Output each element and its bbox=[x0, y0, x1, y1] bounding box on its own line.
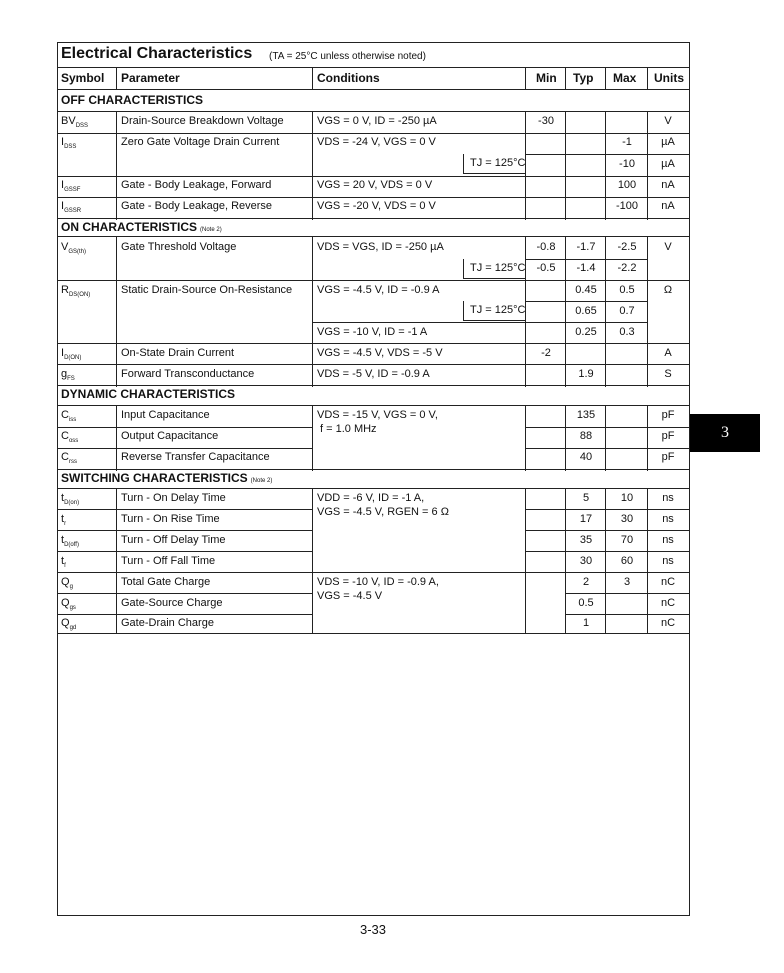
section-tab: 3 bbox=[690, 414, 760, 452]
parameter: Gate Threshold Voltage bbox=[121, 241, 237, 253]
row-divider bbox=[58, 593, 312, 594]
section-switching: SWITCHING CHARACTERISTICS (Note 2) bbox=[61, 471, 273, 485]
max-value: 0.7 bbox=[619, 305, 635, 317]
conditions: VDD = -6 V, ID = -1 A, bbox=[317, 492, 425, 504]
conditions: TJ = 125°C bbox=[463, 259, 526, 279]
symbol: $Q_{gd}$ bbox=[61, 617, 77, 632]
typ-value: -1.7 bbox=[576, 241, 596, 253]
unit: ns bbox=[662, 534, 674, 546]
row-divider bbox=[525, 530, 689, 531]
unit: S bbox=[664, 368, 672, 380]
header-min: Min bbox=[536, 71, 557, 85]
max-value: 0.5 bbox=[619, 284, 635, 296]
typ-value: 0.45 bbox=[575, 284, 597, 296]
parameter: Zero Gate Voltage Drain Current bbox=[121, 136, 280, 148]
max-value: -2.2 bbox=[617, 262, 637, 274]
symbol: $t_{D(on)}$ bbox=[61, 492, 80, 507]
row-divider bbox=[58, 133, 689, 134]
unit: ns bbox=[662, 513, 674, 525]
min-value: -0.8 bbox=[536, 241, 556, 253]
max-value: -100 bbox=[615, 200, 639, 212]
conditions: VGS = -20 V, VDS = 0 V bbox=[317, 200, 436, 212]
min-value: -2 bbox=[541, 347, 551, 359]
parameter: Total Gate Charge bbox=[121, 576, 211, 588]
section-on: ON CHARACTERISTICS (Note 2) bbox=[61, 220, 222, 234]
row-divider bbox=[58, 469, 689, 470]
parameter: On-State Drain Current bbox=[121, 347, 235, 359]
header-typ: Typ bbox=[573, 71, 594, 85]
symbol: $t_f$ bbox=[61, 555, 66, 570]
max-value: -1 bbox=[622, 136, 632, 148]
parameter: Gate-Drain Charge bbox=[121, 617, 214, 629]
col-line bbox=[605, 111, 606, 220]
row-divider bbox=[565, 614, 689, 615]
unit: µA bbox=[661, 158, 675, 170]
symbol: $I_{GSSR}$ bbox=[61, 200, 82, 215]
symbol: $C_{rss}$ bbox=[61, 451, 77, 466]
max-value: -2.5 bbox=[617, 241, 637, 253]
symbol: $g_{FS}$ bbox=[61, 368, 75, 383]
typ-value: 2 bbox=[582, 576, 590, 588]
col-line bbox=[647, 67, 648, 89]
conditions: VGS = 20 V, VDS = 0 V bbox=[317, 179, 433, 191]
unit: nA bbox=[661, 200, 675, 212]
unit: pF bbox=[661, 409, 675, 421]
unit: ns bbox=[662, 555, 674, 567]
max-value: 0.3 bbox=[619, 326, 635, 338]
col-line bbox=[312, 111, 313, 220]
typ-value: 5 bbox=[582, 492, 590, 504]
parameter: Static Drain-Source On-Resistance bbox=[121, 284, 293, 296]
conditions: VGS = -4.5 V, VDS = -5 V bbox=[317, 347, 443, 359]
header-parameter: Parameter bbox=[121, 71, 180, 85]
row-divider bbox=[312, 322, 647, 323]
conditions: VDS = -15 V, VGS = 0 V, bbox=[317, 409, 438, 421]
parameter: Reverse Transfer Capacitance bbox=[121, 451, 270, 463]
unit: µA bbox=[661, 136, 675, 148]
symbol: $R_{DS(ON)}$ bbox=[61, 284, 91, 299]
parameter: Turn - On Rise Time bbox=[121, 513, 220, 525]
row-divider bbox=[58, 385, 689, 386]
conditions: VGS = -4.5 V, ID = -0.9 A bbox=[317, 284, 440, 296]
page-number: 3-33 bbox=[360, 922, 387, 937]
col-line bbox=[525, 405, 526, 471]
unit: V bbox=[664, 115, 672, 127]
max-value: 70 bbox=[620, 534, 634, 546]
row-divider bbox=[58, 218, 689, 219]
col-line bbox=[116, 67, 117, 89]
row-divider bbox=[525, 301, 647, 302]
unit: nC bbox=[660, 576, 676, 588]
row-divider bbox=[525, 259, 647, 260]
section-divider bbox=[58, 236, 689, 237]
symbol: $t_{D(off)}$ bbox=[61, 534, 79, 549]
unit: A bbox=[664, 347, 672, 359]
title-row bbox=[58, 43, 689, 68]
unit: V bbox=[664, 241, 672, 253]
section-dynamic: DYNAMIC CHARACTERISTICS bbox=[61, 387, 235, 401]
table-title: Electrical Characteristics bbox=[61, 45, 253, 62]
typ-value: 1 bbox=[582, 617, 590, 629]
conditions: VGS = -4.5 V, RGEN = 6 Ω bbox=[317, 506, 449, 518]
typ-value: 30 bbox=[579, 555, 593, 567]
symbol: $C_{iss}$ bbox=[61, 409, 77, 424]
unit: pF bbox=[661, 430, 675, 442]
header-units: Units bbox=[654, 71, 684, 85]
typ-value: 135 bbox=[576, 409, 596, 421]
conditions: VDS = -24 V, VGS = 0 V bbox=[317, 136, 436, 148]
conditions: VDS = -10 V, ID = -0.9 A, bbox=[317, 576, 439, 588]
conditions: TJ = 125°C bbox=[463, 154, 526, 174]
header-symbol: Symbol bbox=[61, 71, 105, 85]
symbol: $BV_{DSS}$ bbox=[61, 115, 89, 130]
parameter: Gate - Body Leakage, Forward bbox=[121, 179, 272, 191]
row-divider bbox=[58, 530, 312, 531]
parameter: Input Capacitance bbox=[121, 409, 210, 421]
row-divider bbox=[58, 197, 689, 198]
max-value: 30 bbox=[620, 513, 634, 525]
row-divider bbox=[58, 427, 312, 428]
conditions: f = 1.0 MHz bbox=[320, 423, 377, 435]
row-divider bbox=[58, 572, 689, 573]
symbol: $Q_g$ bbox=[61, 576, 73, 591]
symbol: $Q_{gs}$ bbox=[61, 597, 76, 612]
row-divider bbox=[525, 509, 689, 510]
typ-value: 35 bbox=[579, 534, 593, 546]
typ-value: 0.65 bbox=[575, 305, 597, 317]
typ-value: 0.5 bbox=[578, 597, 594, 609]
header-conditions: Conditions bbox=[317, 71, 380, 85]
col-line bbox=[116, 111, 117, 220]
table-bottom-divider bbox=[58, 633, 689, 634]
table-title-note: (TA = 25°C unless otherwise noted) bbox=[269, 51, 426, 62]
parameter: Gate - Body Leakage, Reverse bbox=[121, 200, 273, 212]
row-divider bbox=[58, 551, 312, 552]
unit: pF bbox=[661, 451, 675, 463]
col-line bbox=[312, 405, 313, 471]
row-divider bbox=[58, 614, 312, 615]
parameter: Turn - On Delay Time bbox=[121, 492, 226, 504]
row-divider bbox=[58, 364, 689, 365]
conditions: VGS = 0 V, ID = -250 µA bbox=[317, 115, 437, 127]
conditions: TJ = 125°C bbox=[463, 301, 526, 321]
typ-value: 88 bbox=[579, 430, 593, 442]
max-value: -10 bbox=[619, 158, 635, 170]
max-value: 100 bbox=[617, 179, 637, 191]
symbol: $V_{GS(th)}$ bbox=[61, 241, 87, 256]
conditions: VDS = VGS, ID = -250 µA bbox=[317, 241, 444, 253]
row-divider bbox=[58, 448, 312, 449]
symbol: $I_{DSS}$ bbox=[61, 136, 77, 151]
min-value: -30 bbox=[538, 115, 554, 127]
row-divider bbox=[525, 427, 689, 428]
typ-value: 1.9 bbox=[578, 368, 594, 380]
col-line bbox=[565, 67, 566, 89]
col-line bbox=[565, 111, 566, 220]
conditions: VGS = -4.5 V bbox=[317, 590, 383, 602]
typ-value: -1.4 bbox=[576, 262, 596, 274]
parameter: Turn - Off Fall Time bbox=[121, 555, 216, 567]
characteristics-table bbox=[57, 42, 690, 916]
row-divider bbox=[58, 343, 689, 344]
symbol: $I_{GSSF}$ bbox=[61, 179, 81, 194]
col-line bbox=[605, 67, 606, 89]
parameter: Forward Transconductance bbox=[121, 368, 255, 380]
row-divider bbox=[58, 176, 689, 177]
unit: nC bbox=[660, 617, 676, 629]
parameter: Turn - Off Delay Time bbox=[121, 534, 226, 546]
section-off: OFF CHARACTERISTICS bbox=[61, 93, 203, 107]
col-line bbox=[525, 67, 526, 89]
row-divider bbox=[525, 154, 689, 155]
col-line bbox=[116, 405, 117, 471]
symbol: $C_{oss}$ bbox=[61, 430, 79, 445]
row-divider bbox=[58, 280, 689, 281]
typ-value: 17 bbox=[579, 513, 593, 525]
unit: nA bbox=[661, 179, 675, 191]
col-line bbox=[312, 488, 313, 633]
conditions: VDS = -5 V, ID = -0.9 A bbox=[317, 368, 430, 380]
parameter: Gate-Source Charge bbox=[121, 597, 223, 609]
row-divider bbox=[525, 448, 689, 449]
typ-value: 0.25 bbox=[575, 326, 597, 338]
row-divider bbox=[565, 593, 689, 594]
unit: nC bbox=[660, 597, 676, 609]
unit: ns bbox=[662, 492, 674, 504]
typ-value: 40 bbox=[579, 451, 593, 463]
max-value: 60 bbox=[620, 555, 634, 567]
parameter: Drain-Source Breakdown Voltage bbox=[121, 115, 284, 127]
header-max: Max bbox=[613, 71, 637, 85]
row-divider bbox=[58, 509, 312, 510]
symbol: $t_r$ bbox=[61, 513, 67, 528]
section-divider bbox=[58, 488, 689, 489]
header-divider bbox=[58, 89, 689, 90]
section-divider bbox=[58, 111, 689, 112]
conditions: VGS = -10 V, ID = -1 A bbox=[317, 326, 428, 338]
min-value: -0.5 bbox=[536, 262, 556, 274]
max-value: 10 bbox=[620, 492, 634, 504]
symbol: $I_{D(ON)}$ bbox=[61, 347, 82, 362]
section-divider bbox=[58, 405, 689, 406]
row-divider bbox=[525, 551, 689, 552]
col-line bbox=[312, 67, 313, 89]
parameter: Output Capacitance bbox=[121, 430, 219, 442]
unit: Ω bbox=[663, 284, 673, 296]
max-value: 3 bbox=[623, 576, 631, 588]
